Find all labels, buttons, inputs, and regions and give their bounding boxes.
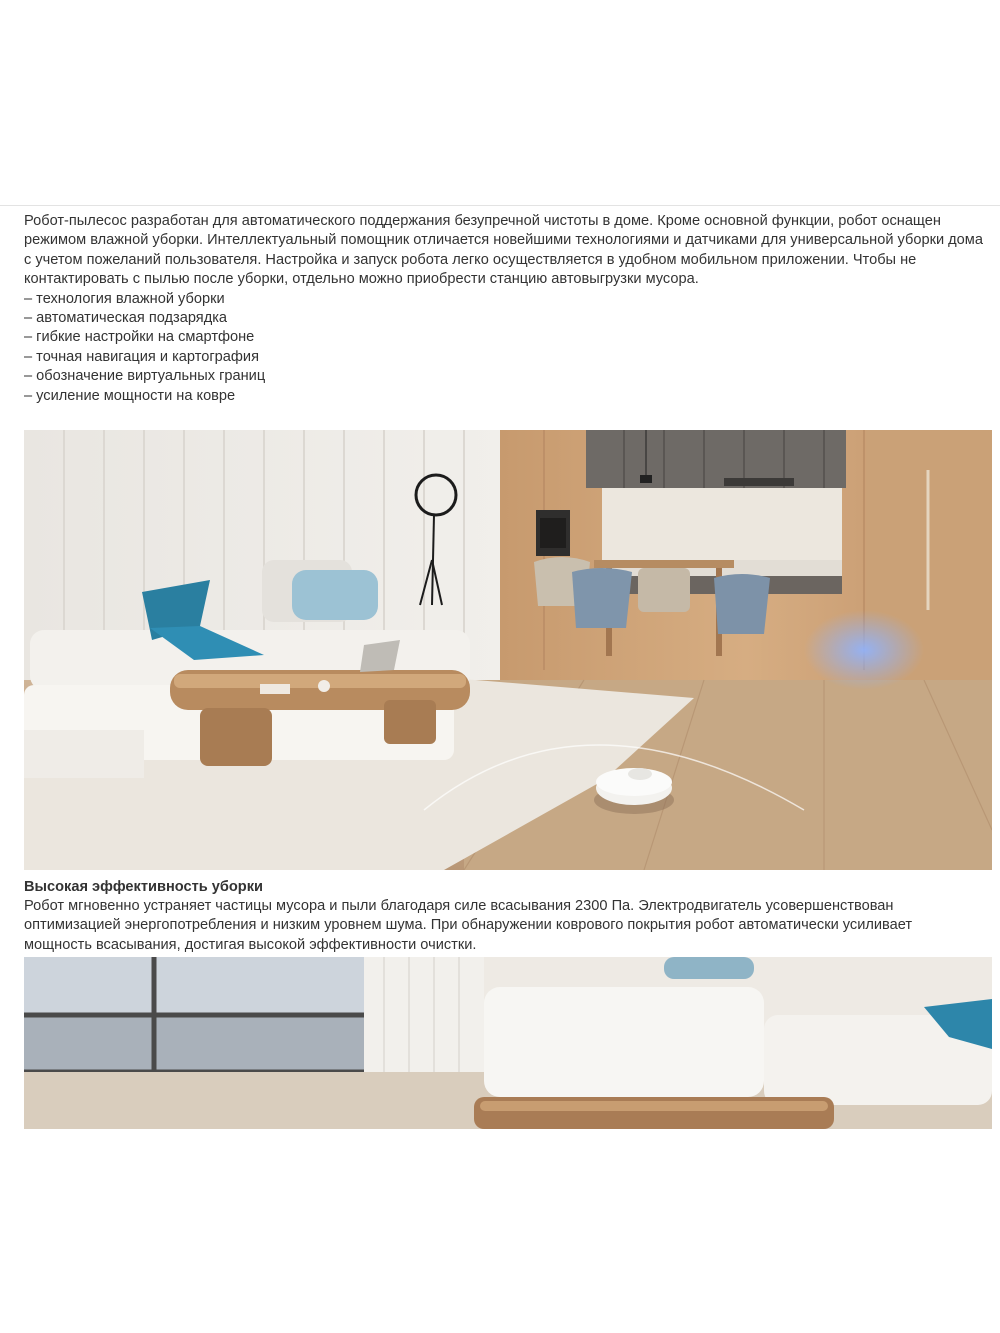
section-heading: Высокая эффективность уборки	[24, 879, 264, 895]
living-room-photo	[24, 430, 992, 870]
feature-item: – технология влажной уборки	[24, 290, 225, 307]
intro-paragraph: Робот-пылесос разработан для автоматического поддержания безупречной чистоты в доме. Кроме основной функции, робот оснащен режимом влажной уборки. Интеллектуальный помощник отличается новейшими технологиями и датчиками для универсальной уборки дома с учетом пожеланий пользователя. Настройка и запуск робота легко осуществляется в удобном мобильном приложении. Чтобы не контактировать с пылью после уборки, отдельно можно приобрести станцию автовыгрузки мусора.	[24, 213, 983, 288]
feature-item: – усиление мощности на ковре	[24, 387, 236, 404]
feature-item: – точная навигация и картография	[24, 348, 259, 365]
efficiency-section	[24, 878, 984, 955]
feature-item: – автоматическая подзарядка	[24, 310, 228, 327]
top-divider	[0, 205, 1000, 206]
section-text: Робот мгновенно устраняет частицы мусора и пыли благодаря силе всасывания 2300 Па. Электродвигатель усовершенствован оптимизацией энергопотребления и низким уровнем шума. При обнаружении коврового покрытия робот автоматически усиливает мощность всасывания, достигая высокой эффективности очистки.	[24, 898, 913, 953]
feature-item: – обозначение виртуальных границ	[24, 368, 266, 385]
room-window-photo	[24, 957, 992, 1129]
intro-block	[24, 212, 984, 406]
feature-list	[24, 290, 984, 406]
feature-item: – гибкие настройки на смартфоне	[24, 329, 255, 346]
